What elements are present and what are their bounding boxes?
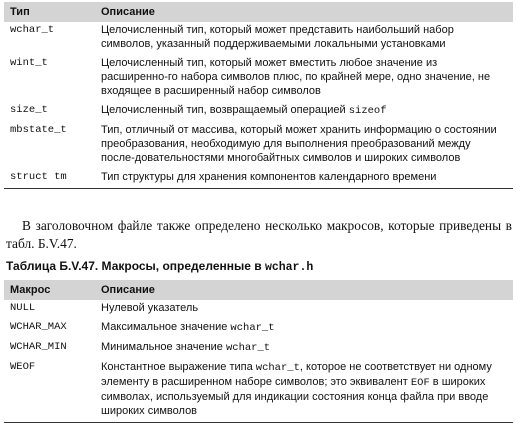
column-header-type: Тип (4, 2, 95, 22)
table-row (4, 102, 513, 122)
macros-table-body (4, 300, 513, 423)
row-description-cell (95, 22, 513, 55)
description-text: в широких символах, используемый для индикации состояния конца файла при вводе широких символов (101, 376, 489, 417)
row-description-cell (95, 102, 513, 122)
row-description-cell (95, 339, 513, 359)
column-header-description: Описание (95, 2, 513, 22)
row-name-cell: wchar_t (10, 24, 55, 36)
row-description-cell (95, 55, 513, 102)
caption-code: wchar.h (264, 261, 314, 274)
table-caption (6, 258, 512, 276)
caption-text: Таблица Б.V.47. Макросы, определенные в (6, 259, 265, 273)
row-description-cell (95, 300, 513, 319)
row-name-cell: mbstate_t (10, 124, 67, 136)
description-text: Максимальное значение (101, 321, 231, 333)
column-header-macro: Макрос (4, 280, 95, 300)
types-table (4, 2, 513, 189)
description-text: , которое не соответствует ни одному элементу в расширенном наборе символов; это эквивалент (101, 361, 492, 388)
row-description-cell (95, 359, 513, 423)
table-header-row (4, 280, 513, 300)
code-fragment: wchar_t (225, 342, 271, 354)
description-text: Целочисленный тип, который может вместить любое значение из расширенно-го набора символов плюс, по крайней мере, одно значение, не входящее в расширенный набор символов (101, 57, 491, 97)
description-text: Целочисленный тип, возвращаемый операцией (101, 104, 349, 116)
row-name-cell: WCHAR_MAX (10, 321, 67, 333)
description-text: Константное выражение типа (101, 361, 256, 373)
column-header-description: Описание (95, 280, 513, 300)
table-row (4, 122, 513, 169)
row-name-cell: NULL (10, 302, 36, 314)
row-description-cell (95, 319, 513, 339)
body-paragraph: В заголовочном файле также определено несколько макросов, которые приведены в табл. Б.V.47. (6, 218, 512, 252)
macros-table (4, 280, 513, 423)
row-name-cell: struct tm (4, 169, 95, 189)
table-row (4, 339, 513, 359)
code-fragment: sizeof (348, 105, 387, 117)
description-text: Тип, отличный от массива, который может хранить информацию о состоянии преобразования, необходимую для выполнения преобразований между после-довательностями многобайтных символов и широких символов (101, 124, 497, 164)
description-text: Минимальное значение (101, 341, 226, 353)
table-row (4, 300, 513, 319)
table-header-row (4, 2, 513, 22)
code-fragment: wchar_t (230, 322, 275, 334)
table-row (4, 359, 513, 423)
table-row (4, 319, 513, 339)
code-fragment: wchar_t (255, 362, 300, 374)
description-text: Тип структуры для хранения компонентов календарного времени (101, 171, 437, 183)
row-name-cell: WCHAR_MIN (10, 341, 67, 353)
description-text: Нулевой указатель (101, 302, 199, 314)
code-fragment: EOF (410, 377, 430, 389)
row-name-cell: wint_t (10, 57, 48, 69)
row-name-cell: WEOF (4, 359, 95, 423)
table-row (4, 22, 513, 55)
table-row (4, 169, 513, 189)
description-text: Целочисленный тип, который может представить наибольший набор символов, указанный поддерживаемыми локальными установками (101, 24, 454, 50)
row-description-cell (95, 169, 513, 189)
types-table-body (4, 22, 513, 189)
row-name-cell: size_t (10, 104, 48, 116)
table-row (4, 55, 513, 102)
row-description-cell (95, 122, 513, 169)
